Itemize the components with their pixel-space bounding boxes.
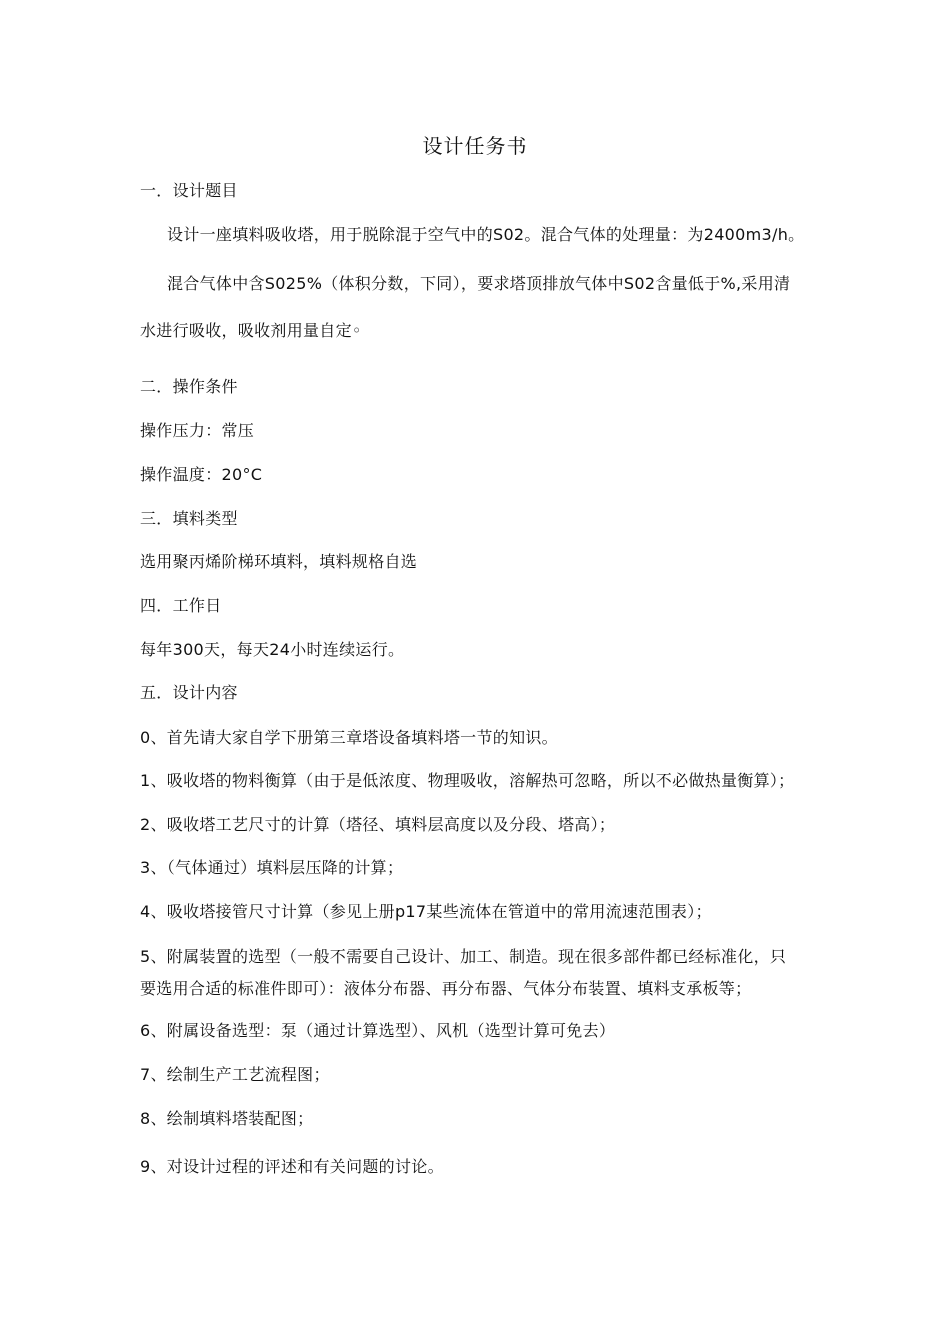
- design-topic-paragraph: 设计一座填料吸收塔，用于脱除混于空气中的S02。混合气体的处理量：为2400m3/h。: [167, 225, 805, 244]
- content-item-7: 7、绘制生产工艺流程图；: [140, 1065, 330, 1084]
- section-heading-packing-type: 三．填料类型: [140, 509, 238, 528]
- section-heading-design-content: 五．设计内容: [140, 683, 238, 702]
- content-item-5-line-1: 5、附属装置的选型（一般不需要自己设计、加工、制造。现在很多部件都已经标准化，只: [140, 947, 787, 966]
- working-days-text: 每年300天，每天24小时连续运行。: [140, 640, 405, 659]
- content-item-2: 2、吸收塔工艺尺寸的计算（塔径、填料层高度以及分段、塔高）；: [140, 815, 616, 834]
- content-item-3: 3、（气体通过）填料层压降的计算；: [140, 858, 404, 877]
- gas-composition-line-2: 水进行吸收，吸收剂用量自定◦: [140, 321, 362, 340]
- section-heading-working-days: 四．工作日: [140, 596, 222, 615]
- document-title: 设计任务书: [422, 134, 528, 158]
- gas-composition-line-1: 混合气体中含S025%（体积分数，下同），要求塔顶排放气体中S02含量低于%,采用清: [167, 274, 791, 293]
- content-item-6: 6、附属设备选型：泵（通过计算选型）、风机（选型计算可免去）: [140, 1021, 616, 1040]
- packing-type-text: 选用聚丙烯阶梯环填料，填料规格自选: [140, 552, 418, 571]
- content-item-5-line-2: 要选用合适的标准件即可）：液体分布器、再分布器、气体分布装置、填料支承板等；: [140, 979, 752, 998]
- content-item-8: 8、绘制填料塔装配图；: [140, 1109, 314, 1128]
- section-heading-operating-conditions: 二．操作条件: [140, 377, 238, 396]
- content-item-1: 1、吸收塔的物料衡算（由于是低浓度、物理吸收，溶解热可忽略，所以不必做热量衡算）；: [140, 771, 795, 790]
- operating-temperature: 操作温度：20°C: [140, 465, 263, 484]
- content-item-0: 0、首先请大家自学下册第三章塔设备填料塔一节的知识。: [140, 728, 558, 747]
- section-heading-design-topic: 一．设计题目: [140, 181, 238, 200]
- content-item-4: 4、吸收塔接管尺寸计算（参见上册p17某些流体在管道中的常用流速范围表）；: [140, 902, 712, 921]
- operating-pressure: 操作压力：常压: [140, 421, 255, 440]
- content-item-9: 9、对设计过程的评述和有关问题的讨论。: [140, 1157, 444, 1176]
